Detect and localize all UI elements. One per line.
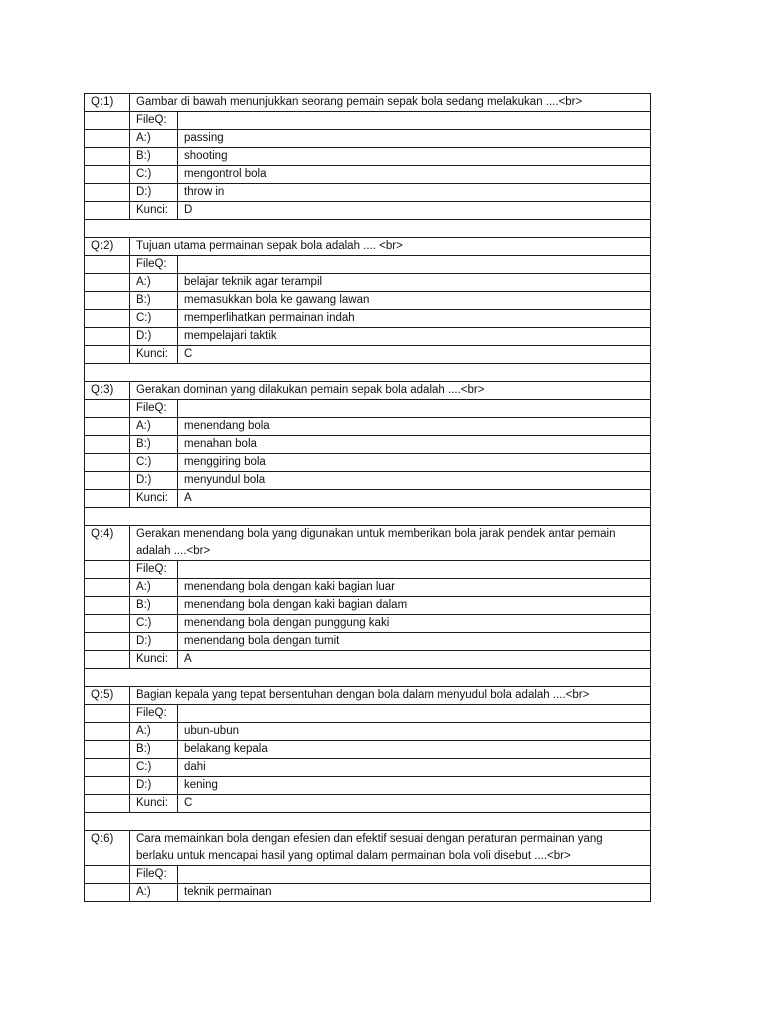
question-text: Gambar di bawah menunjukkan seorang pemain sepak bola sedang melakukan ....<br> <box>130 94 651 112</box>
option-letter: A:) <box>130 723 178 741</box>
fileq-value <box>178 112 651 130</box>
answer-label: Kunci: <box>130 490 178 508</box>
spacer-cell <box>85 508 651 526</box>
answer-value: A <box>178 490 651 508</box>
spacer-cell <box>85 813 651 831</box>
option-letter: C:) <box>130 615 178 633</box>
empty-cell <box>85 130 130 148</box>
empty-cell <box>85 741 130 759</box>
fileq-row <box>85 256 651 274</box>
empty-cell <box>85 148 130 166</box>
option-letter: D:) <box>130 328 178 346</box>
fileq-label: FileQ: <box>130 561 178 579</box>
fileq-value <box>178 866 651 884</box>
option-letter: D:) <box>130 777 178 795</box>
answer-label: Kunci: <box>130 651 178 669</box>
empty-cell <box>85 166 130 184</box>
empty-cell <box>85 202 130 220</box>
spacer-cell <box>85 669 651 687</box>
empty-cell <box>85 759 130 777</box>
option-text: teknik permainan <box>178 884 651 902</box>
fileq-label: FileQ: <box>130 705 178 723</box>
fileq-label: FileQ: <box>130 866 178 884</box>
option-row <box>85 328 651 346</box>
option-letter: C:) <box>130 759 178 777</box>
option-row <box>85 310 651 328</box>
fileq-row <box>85 866 651 884</box>
option-letter: C:) <box>130 454 178 472</box>
question-text: Gerakan menendang bola yang digunakan untuk memberikan bola jarak pendek antar pemain adalah ....<br> <box>130 526 651 561</box>
option-row <box>85 597 651 615</box>
empty-cell <box>85 777 130 795</box>
option-letter: A:) <box>130 579 178 597</box>
empty-cell <box>85 651 130 669</box>
answer-row <box>85 202 651 220</box>
option-text: menendang bola dengan punggung kaki <box>178 615 651 633</box>
question-number: Q:1) <box>85 94 130 112</box>
empty-cell <box>85 292 130 310</box>
question-number: Q:5) <box>85 687 130 705</box>
option-text: menendang bola dengan kaki bagian dalam <box>178 597 651 615</box>
option-row <box>85 741 651 759</box>
option-letter: D:) <box>130 472 178 490</box>
empty-cell <box>85 795 130 813</box>
fileq-value <box>178 561 651 579</box>
answer-label: Kunci: <box>130 795 178 813</box>
empty-cell <box>85 112 130 130</box>
spacer-row <box>85 508 651 526</box>
option-text: kening <box>178 777 651 795</box>
answer-value: C <box>178 795 651 813</box>
option-letter: A:) <box>130 130 178 148</box>
option-text: menendang bola dengan tumit <box>178 633 651 651</box>
option-text: menyundul bola <box>178 472 651 490</box>
fileq-row <box>85 112 651 130</box>
option-letter: A:) <box>130 274 178 292</box>
question-row <box>85 526 651 561</box>
empty-cell <box>85 346 130 364</box>
option-text: menendang bola dengan kaki bagian luar <box>178 579 651 597</box>
answer-row <box>85 490 651 508</box>
empty-cell <box>85 705 130 723</box>
option-letter: D:) <box>130 184 178 202</box>
empty-cell <box>85 400 130 418</box>
question-text: Bagian kepala yang tepat bersentuhan dengan bola dalam menyudul bola adalah ....<br> <box>130 687 651 705</box>
fileq-row <box>85 400 651 418</box>
option-row <box>85 418 651 436</box>
option-text: memperlihatkan permainan indah <box>178 310 651 328</box>
option-text: mempelajari taktik <box>178 328 651 346</box>
fileq-label: FileQ: <box>130 112 178 130</box>
option-text: passing <box>178 130 651 148</box>
fileq-row <box>85 561 651 579</box>
option-row <box>85 723 651 741</box>
spacer-row <box>85 364 651 382</box>
option-row <box>85 454 651 472</box>
empty-cell <box>85 884 130 902</box>
answer-value: C <box>178 346 651 364</box>
question-text: Cara memainkan bola dengan efesien dan efektif sesuai dengan peraturan permainan yang berlaku untuk mencapai hasil yang optimal dalam permainan bola voli disebut ....<br> <box>130 831 651 866</box>
answer-row <box>85 795 651 813</box>
option-row <box>85 579 651 597</box>
empty-cell <box>85 328 130 346</box>
option-text: memasukkan bola ke gawang lawan <box>178 292 651 310</box>
question-row <box>85 238 651 256</box>
empty-cell <box>85 579 130 597</box>
question-text: Tujuan utama permainan sepak bola adalah .... <br> <box>130 238 651 256</box>
spacer-row <box>85 220 651 238</box>
fileq-row <box>85 705 651 723</box>
option-row <box>85 777 651 795</box>
question-row <box>85 94 651 112</box>
empty-cell <box>85 615 130 633</box>
option-row <box>85 166 651 184</box>
empty-cell <box>85 418 130 436</box>
answer-label: Kunci: <box>130 346 178 364</box>
empty-cell <box>85 561 130 579</box>
option-text: menahan bola <box>178 436 651 454</box>
option-row <box>85 615 651 633</box>
option-letter: B:) <box>130 436 178 454</box>
option-text: belajar teknik agar terampil <box>178 274 651 292</box>
option-letter: A:) <box>130 884 178 902</box>
empty-cell <box>85 184 130 202</box>
spacer-row <box>85 813 651 831</box>
option-text: menendang bola <box>178 418 651 436</box>
empty-cell <box>85 633 130 651</box>
option-row <box>85 436 651 454</box>
option-text: shooting <box>178 148 651 166</box>
option-row <box>85 884 651 902</box>
option-text: belakang kepala <box>178 741 651 759</box>
option-row <box>85 292 651 310</box>
empty-cell <box>85 436 130 454</box>
fileq-value <box>178 400 651 418</box>
empty-cell <box>85 454 130 472</box>
option-row <box>85 130 651 148</box>
option-letter: C:) <box>130 166 178 184</box>
option-text: mengontrol bola <box>178 166 651 184</box>
option-row <box>85 759 651 777</box>
answer-label: Kunci: <box>130 202 178 220</box>
question-number: Q:6) <box>85 831 130 866</box>
quiz-body <box>85 94 651 902</box>
option-text: menggiring bola <box>178 454 651 472</box>
answer-row <box>85 651 651 669</box>
option-letter: A:) <box>130 418 178 436</box>
option-text: ubun-ubun <box>178 723 651 741</box>
fileq-label: FileQ: <box>130 400 178 418</box>
empty-cell <box>85 866 130 884</box>
option-letter: B:) <box>130 741 178 759</box>
fileq-value <box>178 705 651 723</box>
question-text: Gerakan dominan yang dilakukan pemain sepak bola adalah ....<br> <box>130 382 651 400</box>
option-row <box>85 472 651 490</box>
option-letter: B:) <box>130 148 178 166</box>
quiz-table <box>84 93 651 902</box>
spacer-cell <box>85 220 651 238</box>
question-number: Q:4) <box>85 526 130 561</box>
spacer-cell <box>85 364 651 382</box>
option-row <box>85 148 651 166</box>
empty-cell <box>85 597 130 615</box>
question-number: Q:3) <box>85 382 130 400</box>
fileq-value <box>178 256 651 274</box>
answer-value: A <box>178 651 651 669</box>
option-text: dahi <box>178 759 651 777</box>
spacer-row <box>85 669 651 687</box>
empty-cell <box>85 472 130 490</box>
option-row <box>85 184 651 202</box>
empty-cell <box>85 274 130 292</box>
option-row <box>85 274 651 292</box>
option-text: throw in <box>178 184 651 202</box>
answer-value: D <box>178 202 651 220</box>
option-letter: B:) <box>130 597 178 615</box>
answer-row <box>85 346 651 364</box>
option-row <box>85 633 651 651</box>
option-letter: B:) <box>130 292 178 310</box>
question-row <box>85 382 651 400</box>
option-letter: C:) <box>130 310 178 328</box>
fileq-label: FileQ: <box>130 256 178 274</box>
question-row <box>85 831 651 866</box>
empty-cell <box>85 490 130 508</box>
empty-cell <box>85 310 130 328</box>
question-number: Q:2) <box>85 238 130 256</box>
empty-cell <box>85 256 130 274</box>
question-row <box>85 687 651 705</box>
empty-cell <box>85 723 130 741</box>
option-letter: D:) <box>130 633 178 651</box>
